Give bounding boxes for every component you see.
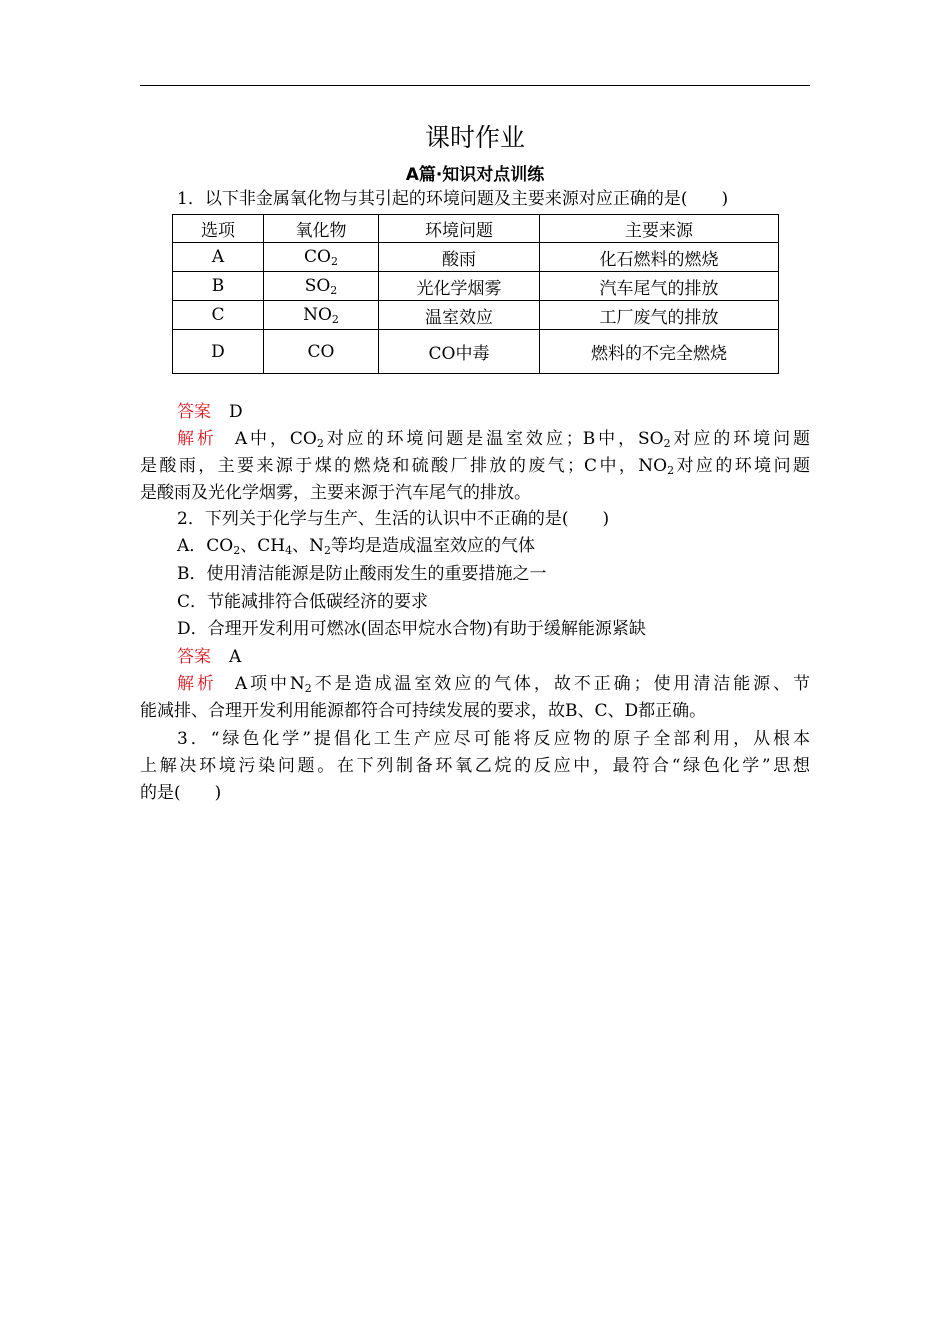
header-rule — [140, 85, 810, 86]
q3-stem-line-1: 3．“绿色化学”提倡化工生产应尽可能将反应物的原子全部利用，从根本 — [177, 729, 810, 749]
answer-label: 答案 — [177, 647, 211, 667]
table-row — [173, 272, 779, 301]
q3-stem-line-2: 上解决环境污染问题。在下列制备环氧乙烷的反应中，最符合“绿色化学”思想 — [140, 756, 810, 776]
q1-analysis-line-2 — [140, 453, 810, 479]
analysis-label: 解析 — [177, 429, 217, 449]
oxide-cell — [264, 330, 379, 374]
issue-cell: 光化学烟雾 — [379, 272, 540, 301]
oxide-formula: CO — [304, 247, 331, 267]
oxide-cell — [264, 243, 379, 272]
answer-label: 答案 — [177, 402, 211, 422]
q2-answer — [140, 644, 810, 670]
analysis-text: 是酸雨，主要来源于煤的燃烧和硫酸厂排放的废气；C中，NO — [140, 456, 668, 476]
analysis-text: 对应的环境问题 — [670, 429, 811, 449]
q2-option-b: B．使用清洁能源是防止酸雨发生的重要措施之一 — [177, 564, 547, 584]
subscript: 4 — [285, 544, 293, 557]
subscript: 2 — [667, 464, 675, 477]
q2-stem: 2．下列关于化学与生产、生活的认识中不正确的是( ) — [177, 509, 610, 529]
header-cell: 氧化物 — [264, 215, 379, 243]
subscript: 2 — [233, 544, 241, 557]
table-row — [173, 301, 779, 330]
analysis-text: A项中N — [234, 674, 305, 694]
oxide-formula: SO — [304, 276, 331, 296]
q2-analysis-line-2: 能减排、合理开发利用能源都符合可持续发展的要求，故B、C、D都正确。 — [140, 701, 707, 721]
subscript: 2 — [663, 437, 671, 450]
option-cell: C — [173, 301, 264, 330]
oxide-subscript: 2 — [330, 255, 338, 268]
subscript: 2 — [323, 544, 331, 557]
oxide-cell — [264, 301, 379, 330]
option-text: 等均是造成温室效应的气体 — [330, 536, 535, 556]
analysis-text: 对应的环境问题是温室效应；B中，SO — [323, 429, 664, 449]
q3-stem-line-3: 的是( ) — [140, 783, 222, 803]
q1-analysis-line-3: 是酸雨及光化学烟雾，主要来源于汽车尾气的排放。 — [140, 483, 531, 503]
source-cell: 燃料的不完全燃烧 — [540, 330, 779, 374]
subscript: 2 — [316, 437, 324, 450]
q2-analysis-line-1 — [140, 671, 810, 697]
answer-value: A — [229, 647, 242, 667]
analysis-text: 对应的环境问题 — [674, 456, 810, 476]
header-cell: 选项 — [173, 215, 264, 243]
q1-analysis-line-1 — [140, 426, 810, 452]
q1-stem: 1．以下非金属氧化物与其引起的环境问题及主要来源对应正确的是( ) — [177, 189, 729, 209]
option-cell: A — [173, 243, 264, 272]
oxide-subscript: 2 — [330, 284, 338, 297]
q2-option-c: C．节能减排符合低碳经济的要求 — [177, 592, 429, 612]
option-cell: B — [173, 272, 264, 301]
source-cell: 化石燃料的燃烧 — [540, 243, 779, 272]
option-text: 、N — [292, 536, 324, 556]
option-cell: D — [173, 330, 264, 374]
issue-cell: 温室效应 — [379, 301, 540, 330]
oxide-subscript: 2 — [331, 313, 339, 326]
answer-value: D — [229, 402, 243, 422]
issue-cell: 酸雨 — [379, 243, 540, 272]
issue-cell: CO中毒 — [379, 330, 540, 374]
q2-option-d: D．合理开发利用可燃冰(固态甲烷水合物)有助于缓解能源紧缺 — [177, 619, 646, 639]
q1-answer — [140, 399, 810, 425]
header-cell: 主要来源 — [540, 215, 779, 243]
analysis-text: A中，CO — [234, 429, 317, 449]
oxide-cell — [264, 272, 379, 301]
oxide-formula: NO — [303, 305, 332, 325]
analysis-text: 不是造成温室效应的气体，故不正确；使用清洁能源、节 — [311, 674, 810, 694]
page-title: 课时作业 — [424, 123, 525, 152]
source-cell: 工厂废气的排放 — [540, 301, 779, 330]
analysis-label: 解析 — [177, 674, 217, 694]
q1-table — [172, 214, 779, 374]
source-cell: 汽车尾气的排放 — [540, 272, 779, 301]
option-text: A．CO — [177, 536, 234, 556]
option-text: 、CH — [240, 536, 286, 556]
table-header-row — [173, 215, 779, 243]
q2-option-a — [140, 533, 810, 559]
table-row — [173, 330, 779, 374]
header-cell: 环境问题 — [379, 215, 540, 243]
section-subtitle: A篇·知识对点训练 — [405, 165, 545, 185]
subscript: 2 — [304, 682, 312, 695]
table-row — [173, 243, 779, 272]
oxide-formula: CO — [307, 341, 335, 362]
